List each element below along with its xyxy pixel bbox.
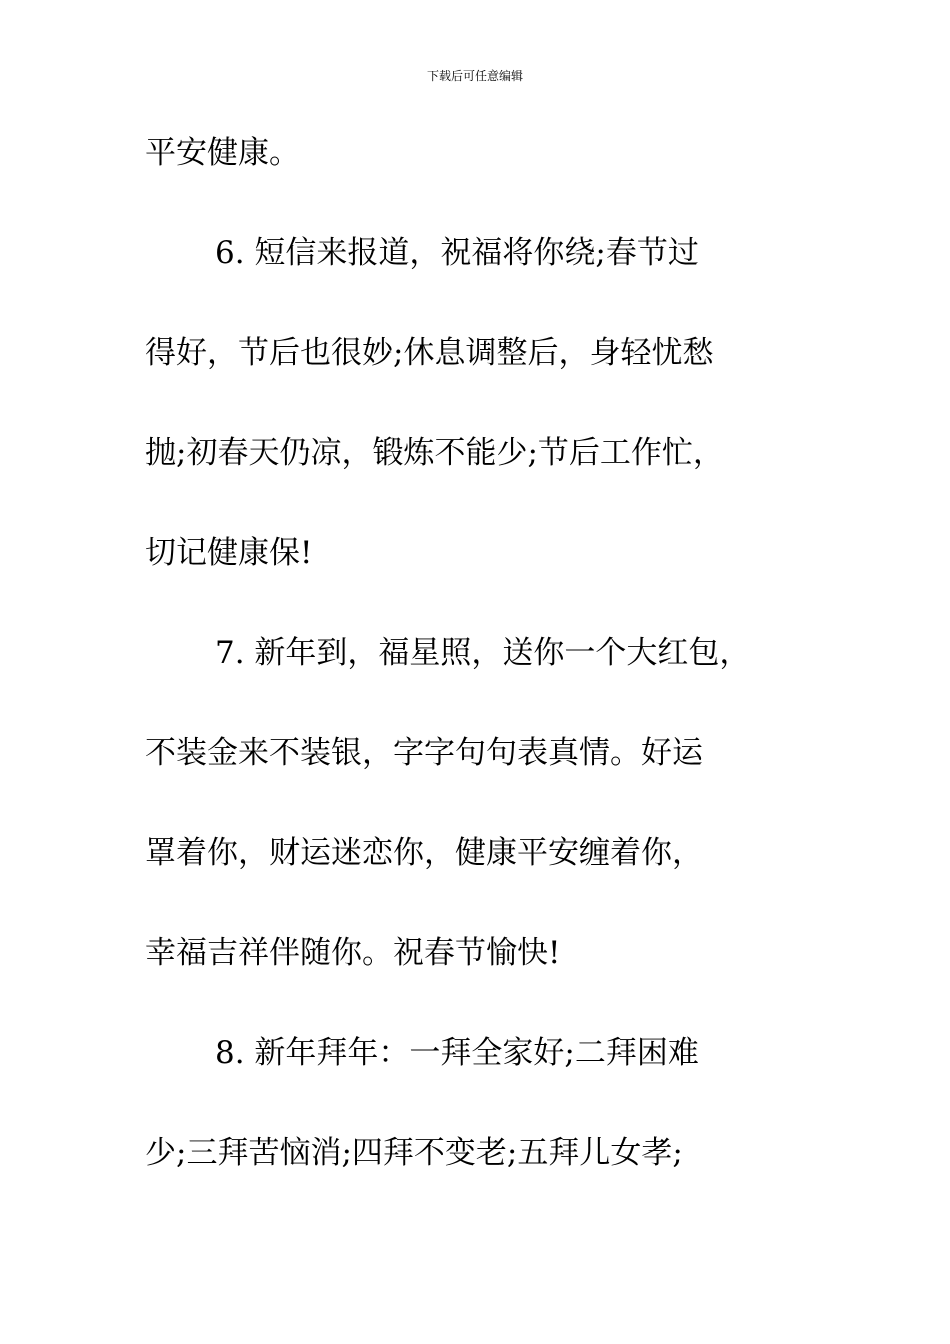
text-line-6: 7. 新年到，福星照，送你一个大红包， (215, 635, 751, 671)
text-line-1: 平安健康。 (145, 135, 300, 171)
page-header: 下载后可任意编辑 (426, 69, 523, 83)
text-line-11: 少;三拜苦恼消;四拜不变老;五拜儿女孝; (145, 1135, 683, 1171)
text-line-5: 切记健康保! (145, 535, 313, 571)
text-line-4: 抛;初春天仍凉，锻炼不能少;节后工作忙， (145, 435, 724, 471)
text-line-7: 不装金来不装银，字字句句表真情。好运 (145, 735, 703, 771)
text-line-9: 幸福吉祥伴随你。祝春节愉快! (145, 935, 561, 971)
text-line-3: 得好，节后也很妙;休息调整后，身轻忧愁 (145, 335, 714, 371)
text-line-10: 8. 新年拜年：一拜全家好;二拜困难 (215, 1035, 699, 1071)
text-line-8: 罩着你，财运迷恋你，健康平安缠着你， (145, 835, 703, 871)
text-line-2: 6. 短信来报道，祝福将你绕;春节过 (215, 235, 699, 271)
